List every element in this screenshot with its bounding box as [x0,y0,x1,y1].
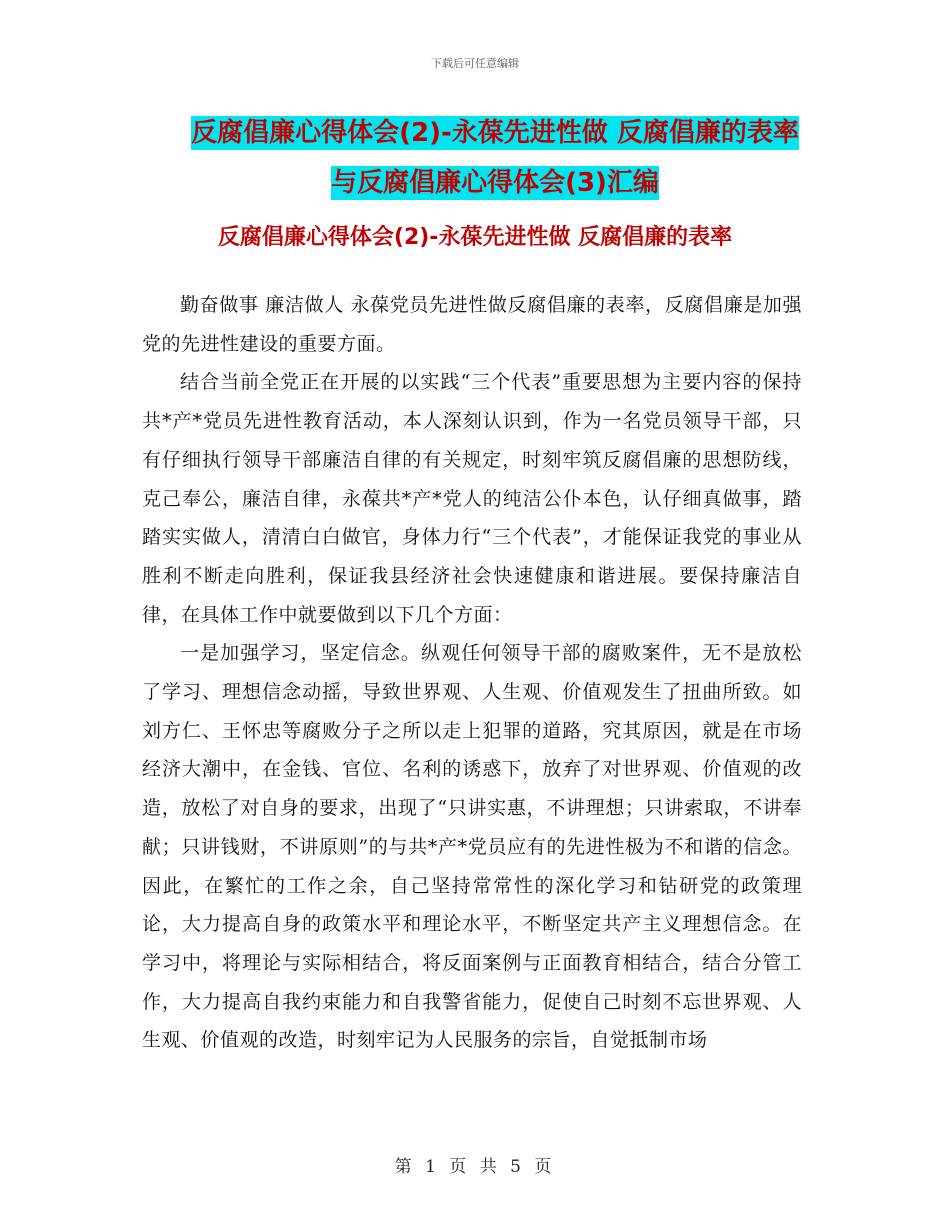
title-line-2: 与反腐倡廉心得体会(3)汇编 [331,168,659,198]
document-title [150,108,840,208]
body-text [142,286,802,1060]
header-note: 下载后可任意编辑 [431,57,519,70]
paragraph: 结合当前全党正在开展的以实践“三个代表”重要思想为主要内容的保持共*产*党员先进性教育活动，本人深刻认识到，作为一名党员领导干部，只有仔细执行领导干部廉洁自律的有关规定，时刻牢筑反腐倡廉的思想防线，克己奉公，廉洁自律，永葆共*产*党人的纯洁公仆本色，认仔细真做事，踏踏实实做人，清清白白做官，身体力行“三个代表”，才能保证我党的事业从胜利不断走向胜利，保证我县经济社会快速健康和谐进展。要保持廉洁自律，在具体工作中就要做到以下几个方面： [142,371,802,626]
section-title: 反腐倡廉心得体会(2)-永葆先进性做 反腐倡廉的表率 [217,225,733,250]
page-number: 第 1 页 共 5 页 [394,1157,556,1177]
title-line-1: 反腐倡廉心得体会(2)-永葆先进性做 反腐倡廉的表率 [191,118,799,148]
paragraph: 一是加强学习，坚定信念。纵观任何领导干部的腐败案件，无不是放松了学习、理想信念动摇，导致世界观、人生观、价值观发生了扭曲所致。如刘方仁、王怀忠等腐败分子之所以走上犯罪的道路，究其原因，就是在市场经济大潮中，在金钱、官位、名利的诱惑下，放弃了对世界观、价值观的改造，放松了对自身的要求，出现了“只讲实惠，不讲理想；只讲索取，不讲奉献；只讲钱财，不讲原则”的与共*产*党员应有的先进性极为不和谐的信念。因此，在繁忙的工作之余，自己坚持常常性的深化学习和钻研党的政策理论，大力提高自身的政策水平和理论水平，不断坚定共产主义理想信念。在学习中，将理论与实际相结合，将反面案例与正面教育相结合，结合分管工作，大力提高自我约束能力和自我警省能力，促使自己时刻不忘世界观、人生观、价值观的改造，时刻牢记为人民服务的宗旨，自觉抵制市场 [142,642,802,1052]
paragraph: 勤奋做事 廉洁做人 永葆党员先进性做反腐倡廉的表率，反腐倡廉是加强党的先进性建设的重要方面。 [142,294,802,355]
